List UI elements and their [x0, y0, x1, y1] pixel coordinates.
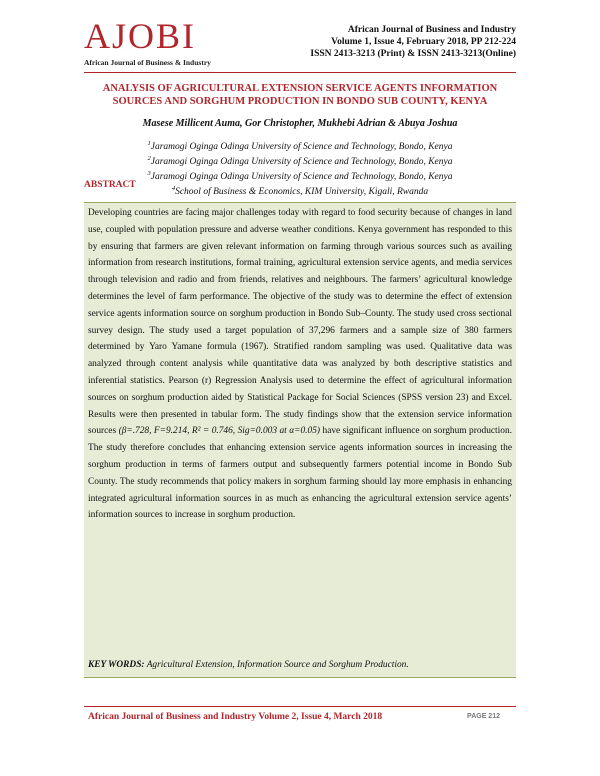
- affiliations: [84, 138, 516, 199]
- affiliation-4: $^4$School of Business & Economics, KIM University, Kigali, Rwanda: [171, 185, 429, 198]
- abstract-heading: ABSTRACT: [84, 180, 136, 190]
- abstract-text-part-1: Developing countries are facing major challenges today with regard to food security because of changes in land use, coupled with population pressure and adverse weather conditions. Kenya government has responded to this by ensuring that farmers are given relevant information on farming through various sources such as availing information from research institutions, formal training, agricultural extension service agents, and media services through television and radio and from friends, relatives and neighbours. The farmers’ agricultural knowledge determines the level of farm performance. The objective of the study was to determine the effect of extension service agents information source on sorghum production in Bondo Sub–County. The study used cross sectional survey design. The study used a target population of 37,296 farmers and a sample size of 380 farmers determined by Yaro Yamane formula (1967). Stratified random sampling was used. Qualitative data was analyzed through content analysis while quantitative data was analyzed by both descriptive statistics and inferential statistics. Pearson (r) Regression Analysis used to determine the effect of agricultural information sources on sorghum production aided by Statistical Package for Social Sciences (SPSS version 23) and Excel. Results were then presented in tabular form. The study findings show that the extension service information sources: [88, 208, 512, 437]
- logo-subtitle: African Journal of Business & Industry: [84, 58, 211, 67]
- abstract-text-part-2: have significant influence on sorghum production. The study therefore concludes that enhancing extension service agents information sources in increasing the sorghum production in terms of farmers output and subsequently farmers potential income in Bondo Sub County. The study recommends that policy makers in sorghum farming should lay more emphasis in enhancing integrated agricultural information sources in as much as enhancing the agricultural extension service agents’ information sources to increase in sorghum production.: [88, 426, 512, 521]
- issn-line: ISSN 2413-3213 (Print) & ISSN 2413-3213(Online): [310, 49, 516, 59]
- keywords-label: KEY WORDS:: [88, 660, 145, 670]
- journal-info: [310, 24, 516, 60]
- affiliation-1: $^1$Jaramogi Oginga Odinga University of Science and Technology, Bondo, Kenya: [147, 140, 453, 153]
- title-line-1: ANALYSIS OF AGRICULTURAL EXTENSION SERVICE AGENTS INFORMATION: [102, 83, 498, 94]
- title-line-2: SOURCES AND SORGHUM PRODUCTION IN BONDO SUB COUNTY, KENYA: [112, 96, 488, 107]
- volume-line: Volume 1, Issue 4, February 2018, PP 212-224: [331, 37, 516, 47]
- abstract-statistics: (β=.728, F=9.214, R² = 0.746, Sig=0.003 at α=0.05): [118, 426, 321, 437]
- affiliation-3: $^3$Jaramogi Oginga Odinga University of Science and Technology, Bondo, Kenya: [147, 170, 453, 183]
- header-rule: [84, 72, 516, 73]
- journal-logo: AJOBI: [84, 16, 197, 56]
- page-number: PAGE 212: [467, 713, 500, 720]
- paper-authors: Masese Millicent Auma, Gor Christopher, Mukhebi Adrian & Abuya Joshua: [142, 118, 458, 129]
- journal-name: African Journal of Business and Industry: [347, 25, 516, 35]
- abstract-body: [84, 205, 516, 524]
- affiliation-2: $^2$Jaramogi Oginga Odinga University of Science and Technology, Bondo, Kenya: [147, 155, 453, 168]
- paper-title: [84, 82, 516, 108]
- footer-journal-issue: African Journal of Business and Industry Volume 2, Issue 4, March 2018: [88, 712, 383, 722]
- footer-rule: [84, 706, 516, 707]
- keywords: [84, 660, 516, 670]
- keywords-text: Agricultural Extension, Information Source and Sorghum Production.: [144, 660, 409, 670]
